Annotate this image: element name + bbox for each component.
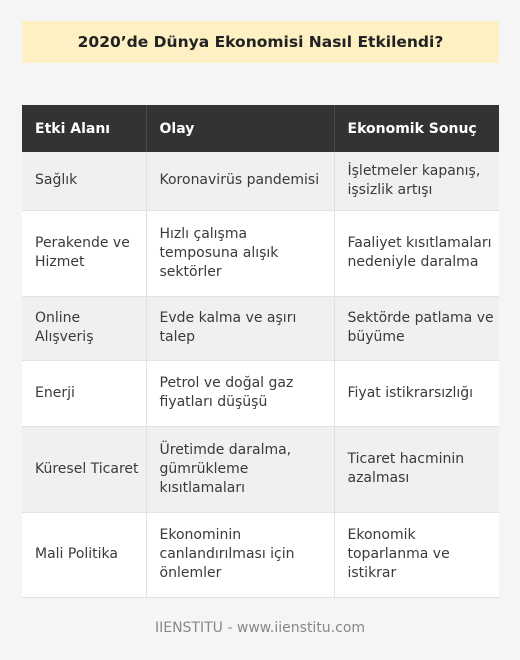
- header-economic-result: Ekonomik Sonuç: [334, 105, 499, 152]
- cell-impact-area: Sağlık: [22, 152, 146, 210]
- table-row: [22, 512, 499, 597]
- cell-economic-result: Sektörde patlama ve büyüme: [334, 296, 499, 360]
- cell-economic-result: Ticaret hacminin azalması: [334, 426, 499, 512]
- header-event: Olay: [146, 105, 334, 152]
- footer-credit: IIENSTITU - www.iienstitu.com: [154, 620, 366, 636]
- table-row: [22, 426, 499, 512]
- cell-economic-result: Fiyat istikrarsızlığı: [334, 360, 499, 426]
- cell-event: Üretimde daralma, gümrükleme kısıtlamaları: [146, 426, 334, 512]
- cell-event: Hızlı çalışma temposuna alışık sektörler: [146, 210, 334, 296]
- table-row: [22, 360, 499, 426]
- cell-impact-area: Mali Politika: [22, 512, 146, 597]
- cell-impact-area: Enerji: [22, 360, 146, 426]
- impact-table: [22, 105, 499, 598]
- title-banner: [22, 21, 499, 63]
- cell-economic-result: Ekonomik toparlanma ve istikrar: [334, 512, 499, 597]
- cell-event: Ekonominin canlandırılması için önlemler: [146, 512, 334, 597]
- cell-economic-result: İşletmeler kapanış, işsizlik artışı: [334, 152, 499, 210]
- cell-event: Petrol ve doğal gaz fiyatları düşüşü: [146, 360, 334, 426]
- cell-impact-area: Perakende ve Hizmet: [22, 210, 146, 296]
- cell-economic-result: Faaliyet kısıtlamaları nedeniyle daralma: [334, 210, 499, 296]
- table-row: [22, 210, 499, 296]
- table-header-row: [22, 105, 499, 152]
- cell-impact-area: Online Alışveriş: [22, 296, 146, 360]
- cell-impact-area: Küresel Ticaret: [22, 426, 146, 512]
- cell-event: Koronavirüs pandemisi: [146, 152, 334, 210]
- table-row: [22, 152, 499, 210]
- cell-event: Evde kalma ve aşırı talep: [146, 296, 334, 360]
- table-row: [22, 296, 499, 360]
- page-title: 2020’de Dünya Ekonomisi Nasıl Etkilendi?: [77, 33, 444, 51]
- header-impact-area: Etki Alanı: [22, 105, 146, 152]
